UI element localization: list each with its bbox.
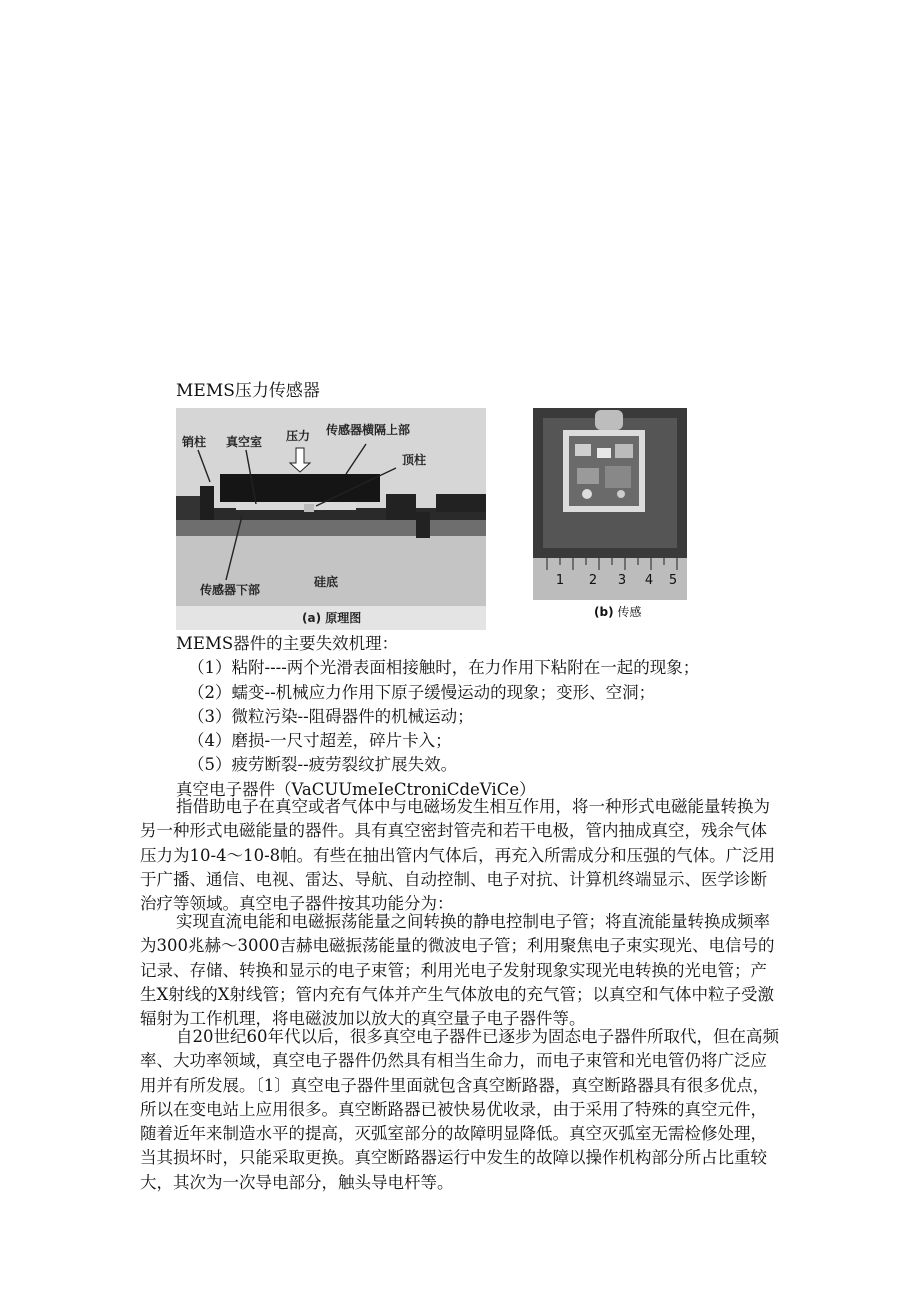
ruler-number: 5 <box>668 573 678 588</box>
paragraph-classification <box>140 910 790 1031</box>
paragraph-line: 为300兆赫～3000吉赫电磁振荡能量的微波电子管；利用聚焦电子束实现光、电信号的 <box>140 936 775 956</box>
label-pin: 销柱 <box>182 435 207 449</box>
paragraph-line: 大，其次为一次导电部分，触头导电杆等。 <box>140 1172 454 1192</box>
paragraph-line: 率、大功率领域，真空电子器件仍然具有相当生命力，而电子束管和光电管仍将广泛应 <box>140 1051 767 1071</box>
paragraph-line: 辐射为工作机理，将电磁波加以放大的真空量子电子器件等。 <box>140 1009 586 1029</box>
failure-section <box>140 632 790 802</box>
label-vacuum-chamber: 真空室 <box>226 435 263 449</box>
sensor-photo-figure <box>533 408 687 600</box>
paragraph-line: 随着近年来制造水平的提高，灭弧室部分的故障明显降低。真空灭弧室无需检修处理， <box>140 1124 767 1144</box>
ruler-number: 1 <box>555 573 565 588</box>
paragraph-line: 记录、存储、转换和显示的电子束管；利用光电子发射现象实现光电转换的光电管；产 <box>140 960 767 980</box>
vacuum-title: 真空电子器件（VaCUUmeIeCtroniCdeViCe） <box>176 779 536 799</box>
figure-b-caption-prefix: (b) <box>594 605 614 619</box>
figure-b-caption-text: 传感 <box>617 605 642 619</box>
ruler-number: 2 <box>588 573 598 588</box>
paragraph-development <box>140 1025 790 1195</box>
paragraph-line: 另一种形式电磁能量的器件。具有真空密封管壳和若干电极，管内抽成真空，残余气体 <box>140 821 767 841</box>
label-substrate: 硅底 <box>314 575 339 589</box>
figure-a-caption: (a) 原理图 <box>302 611 362 625</box>
paragraph-line: 所以在变电站上应用很多。真空断路器已被快易优收录，由于采用了特殊的真空元件， <box>140 1099 767 1119</box>
section-title: MEMS压力传感器 <box>176 381 320 401</box>
label-pressure: 压力 <box>286 429 311 443</box>
sensor-schematic-figure <box>176 408 486 630</box>
label-diaphragm-top: 传感器横隔上部 <box>326 423 411 437</box>
failure-item: （4）磨损-一尺寸超差，碎片卡入； <box>188 731 452 751</box>
ruler-number: 3 <box>617 573 627 588</box>
paragraph-line: 自20世纪60年代以后，很多真空电子器件已逐步为固态电子器件所取代，但在高频 <box>176 1027 779 1046</box>
paragraph-line: 实现直流电能和电磁振荡能量之间转换的静电控制电子管；将直流能量转换成频率 <box>176 912 770 931</box>
label-sensor-bottom: 传感器下部 <box>200 583 261 597</box>
failure-item: （3）微粒污染--阻碍器件的机械运动； <box>188 706 474 726</box>
paragraph-definition <box>140 795 790 916</box>
paragraph-line: 指借助电子在真空或者气体中与电磁场发生相互作用，将一种形式电磁能量转换为 <box>176 797 770 816</box>
figure-b-caption <box>594 603 641 620</box>
failure-item: （5）疲劳断裂--疲劳裂纹扩展失效。 <box>188 755 458 775</box>
paragraph-line: 于广播、通信、电视、雷达、导航、自动控制、电子对抗、计算机终端显示、医学诊断 <box>140 869 767 889</box>
paragraph-line: 生X射线的X射线管；管内充有气体并产生气体放电的充气管；以真空和气体中粒子受激 <box>140 984 774 1004</box>
paragraph-line: 压力为10-4～10-8帕。有些在抽出管内气体后，再充入所需成分和压强的气体。广泛用 <box>140 845 776 865</box>
label-top-post: 顶柱 <box>402 453 427 467</box>
paragraph-line: 当其损坏时，只能采取更换。真空断路器运行中发生的故障以操作机构部分所占比重较 <box>140 1148 767 1168</box>
paragraph-line: 治疗等领域。真空电子器件按其功能分为： <box>140 894 454 914</box>
failure-item: （2）蠕变--机械应力作用下原子缓慢运动的现象；变形、空洞； <box>188 682 656 702</box>
paragraph-line: 用并有所发展。〔1〕真空电子器件里面就包含真空断路器，真空断路器具有很多优点， <box>140 1075 770 1095</box>
failure-intro: MEMS器件的主要失效机理： <box>176 634 399 653</box>
ruler-number: 4 <box>644 573 654 588</box>
failure-item: （1）粘附----两个光滑表面相接触时，在力作用下粘附在一起的现象； <box>188 658 700 678</box>
